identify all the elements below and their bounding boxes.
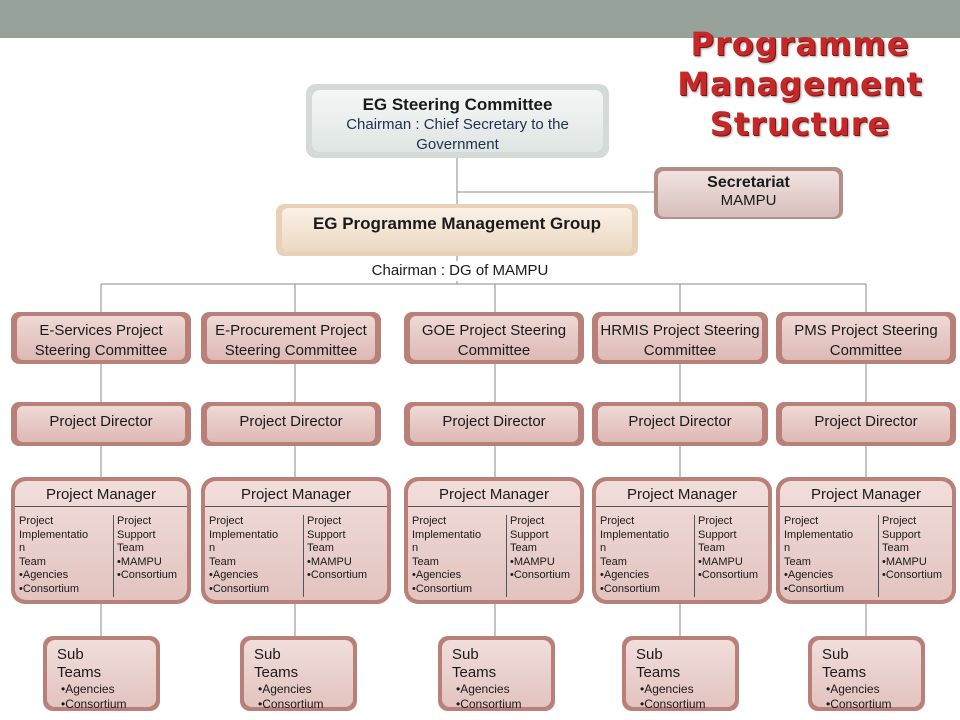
implementation-team-line: •Agencies <box>209 569 259 581</box>
support-team-line: •MAMPU <box>698 555 743 568</box>
project-director-2 <box>404 402 584 446</box>
support-team-line: Team <box>307 542 334 554</box>
implementation-team-line: •Agencies <box>784 569 834 581</box>
implementation-team-line: Project <box>784 515 819 527</box>
project-manager-label: Project Manager <box>15 481 187 507</box>
support-team <box>303 515 391 597</box>
project-manager-3 <box>592 477 772 604</box>
support-team <box>694 515 782 597</box>
steering-committee-label: E-Procurement Project Steering Committee <box>215 322 367 359</box>
implementation-team-line: Implementatio <box>412 528 482 541</box>
implementation-team-line: Project <box>600 515 635 527</box>
support-team-line: •Consortium <box>510 569 571 581</box>
steering-committee-inner <box>782 316 950 360</box>
sub-teams-4 <box>808 636 925 711</box>
steering-committee-label: PMS Project Steering Committee <box>794 322 938 359</box>
project-manager-inner <box>780 481 952 600</box>
steering-committee-chair: Chairman : Chief Secretary to the Government <box>346 116 569 153</box>
title-line-3: Structure <box>709 105 891 143</box>
implementation-team-line: Project <box>412 515 447 527</box>
sub-teams-0 <box>43 636 160 711</box>
implementation-team-line: •Consortium <box>19 582 80 595</box>
project-manager-4 <box>776 477 956 604</box>
sub-teams-title: Teams <box>452 664 497 681</box>
support-team-line: •Consortium <box>307 569 368 581</box>
implementation-team <box>784 515 870 596</box>
implementation-team <box>412 515 498 596</box>
implementation-team-line: n <box>209 542 216 554</box>
sub-teams-item: •Agencies <box>61 682 115 696</box>
implementation-team-line: •Consortium <box>412 582 473 595</box>
support-team-line: •Consortium <box>882 569 943 581</box>
project-director-label: Project Director <box>410 406 578 442</box>
support-team-line: Team <box>882 542 909 554</box>
support-team-line: Project <box>882 515 917 527</box>
implementation-team-line: •Agencies <box>600 569 650 581</box>
implementation-team <box>19 515 105 596</box>
support-team-line: Project <box>307 515 342 527</box>
implementation-team-line: •Consortium <box>600 582 661 595</box>
project-director-label: Project Director <box>598 406 762 442</box>
steering-committee-label: E-Services Project Steering Committee <box>34 322 168 359</box>
sub-teams-3 <box>622 636 739 711</box>
sub-teams-title: Teams <box>254 664 299 681</box>
support-team-line: •MAMPU <box>117 555 162 568</box>
sub-teams-title: Sub <box>822 646 849 663</box>
sub-teams-item: •Consortium <box>640 697 706 711</box>
sub-teams-item: •Agencies <box>826 682 880 696</box>
sub-teams-title: Sub <box>254 646 281 663</box>
project-manager-inner <box>596 481 768 600</box>
project-steering-committee-3 <box>592 312 768 364</box>
project-steering-committee-2 <box>404 312 584 364</box>
project-director-label: Project Director <box>207 406 375 442</box>
implementation-team <box>209 515 295 596</box>
sub-teams-title: Teams <box>822 664 867 681</box>
implementation-team-line: n <box>600 542 607 554</box>
support-team-line: Team <box>510 542 537 554</box>
support-team <box>506 515 594 597</box>
implementation-team-line: Implementatio <box>784 528 854 541</box>
sub-teams-item: •Consortium <box>456 697 522 711</box>
project-director-3 <box>592 402 768 446</box>
implementation-team-line: n <box>19 542 26 554</box>
implementation-team-line: •Consortium <box>784 582 845 595</box>
support-team <box>113 515 201 597</box>
project-steering-committee-4 <box>776 312 956 364</box>
project-manager-label: Project Manager <box>205 481 387 507</box>
steering-committee-inner <box>598 316 762 360</box>
implementation-team-line: Team <box>600 555 627 568</box>
implementation-team-line: •Agencies <box>19 569 69 581</box>
sub-teams-inner <box>244 640 353 711</box>
sub-teams-1 <box>240 636 357 711</box>
support-team-line: Project <box>117 515 152 527</box>
implementation-team-line: n <box>784 542 791 554</box>
support-team-line: Support <box>698 528 737 541</box>
project-steering-committee-0 <box>11 312 191 364</box>
secretariat-box <box>654 167 843 219</box>
programme-group-chair: Chairman : DG of MAMPU <box>300 261 620 281</box>
support-team-line: Support <box>510 528 549 541</box>
eg-steering-committee-box <box>306 84 609 158</box>
implementation-team-line: Team <box>412 555 439 568</box>
secretariat-org: MAMPU <box>720 192 777 209</box>
implementation-team-line: n <box>412 542 419 554</box>
project-director-1 <box>201 402 381 446</box>
implementation-team <box>600 515 686 596</box>
sub-teams-title: Teams <box>57 664 102 681</box>
project-director-label: Project Director <box>782 406 950 442</box>
implementation-team-line: •Agencies <box>412 569 462 581</box>
support-team-line: •MAMPU <box>882 555 927 568</box>
implementation-team-line: •Consortium <box>209 582 270 595</box>
project-manager-inner <box>408 481 580 600</box>
project-manager-label: Project Manager <box>408 481 580 507</box>
project-manager-label: Project Manager <box>780 481 952 507</box>
steering-committee-title: EG Steering Committee <box>362 95 553 114</box>
sub-teams-inner <box>47 640 156 711</box>
project-director-label: Project Director <box>17 406 185 442</box>
implementation-team-line: Implementatio <box>600 528 670 541</box>
support-team-line: Support <box>307 528 346 541</box>
steering-committee-inner <box>207 316 375 360</box>
steering-committee-label: HRMIS Project Steering Committee <box>600 322 760 359</box>
sub-teams-2 <box>438 636 555 711</box>
sub-teams-item: •Agencies <box>456 682 510 696</box>
steering-committee-inner <box>17 316 185 360</box>
project-director-4 <box>776 402 956 446</box>
project-manager-inner <box>205 481 387 600</box>
sub-teams-item: •Consortium <box>258 697 324 711</box>
sub-teams-title: Sub <box>452 646 479 663</box>
support-team-line: Support <box>882 528 921 541</box>
implementation-team-line: Implementatio <box>209 528 279 541</box>
project-manager-2 <box>404 477 584 604</box>
support-team-line: •Consortium <box>117 569 178 581</box>
implementation-team-line: Team <box>784 555 811 568</box>
programme-group-title: EG Programme Management Group <box>312 214 602 233</box>
sub-teams-item: •Consortium <box>61 697 127 711</box>
implementation-team-line: Implementatio <box>19 528 89 541</box>
sub-teams-title: Teams <box>636 664 681 681</box>
sub-teams-inner <box>812 640 921 711</box>
implementation-team-line: Project <box>209 515 244 527</box>
programme-group-box <box>276 204 638 256</box>
project-manager-1 <box>201 477 391 604</box>
steering-committee-inner <box>410 316 578 360</box>
support-team-line: Support <box>117 528 156 541</box>
support-team-line: Project <box>698 515 733 527</box>
sub-teams-item: •Agencies <box>258 682 312 696</box>
sub-teams-item: •Consortium <box>826 697 892 711</box>
steering-committee-label: GOE Project Steering Committee <box>421 322 567 359</box>
sub-teams-inner <box>442 640 551 711</box>
sub-teams-title: Sub <box>636 646 663 663</box>
project-director-0 <box>11 402 191 446</box>
project-manager-inner <box>15 481 187 600</box>
sub-teams-title: Sub <box>57 646 84 663</box>
implementation-team-line: Team <box>19 555 46 568</box>
support-team-line: Team <box>117 542 144 554</box>
support-team-line: •MAMPU <box>510 555 555 568</box>
support-team-line: Project <box>510 515 545 527</box>
support-team-line: •Consortium <box>698 569 759 581</box>
project-manager-label: Project Manager <box>596 481 768 507</box>
support-team-line: Team <box>698 542 725 554</box>
sub-teams-item: •Agencies <box>640 682 694 696</box>
secretariat-title: Secretariat <box>707 174 790 191</box>
implementation-team-line: Team <box>209 555 236 568</box>
title-line-2: Management <box>677 65 923 103</box>
sub-teams-inner <box>626 640 735 711</box>
project-steering-committee-1 <box>201 312 381 364</box>
support-team <box>878 515 960 597</box>
implementation-team-line: Project <box>19 515 54 527</box>
title-line-1: Programme <box>690 25 910 63</box>
project-manager-0 <box>11 477 191 604</box>
support-team-line: •MAMPU <box>307 555 352 568</box>
